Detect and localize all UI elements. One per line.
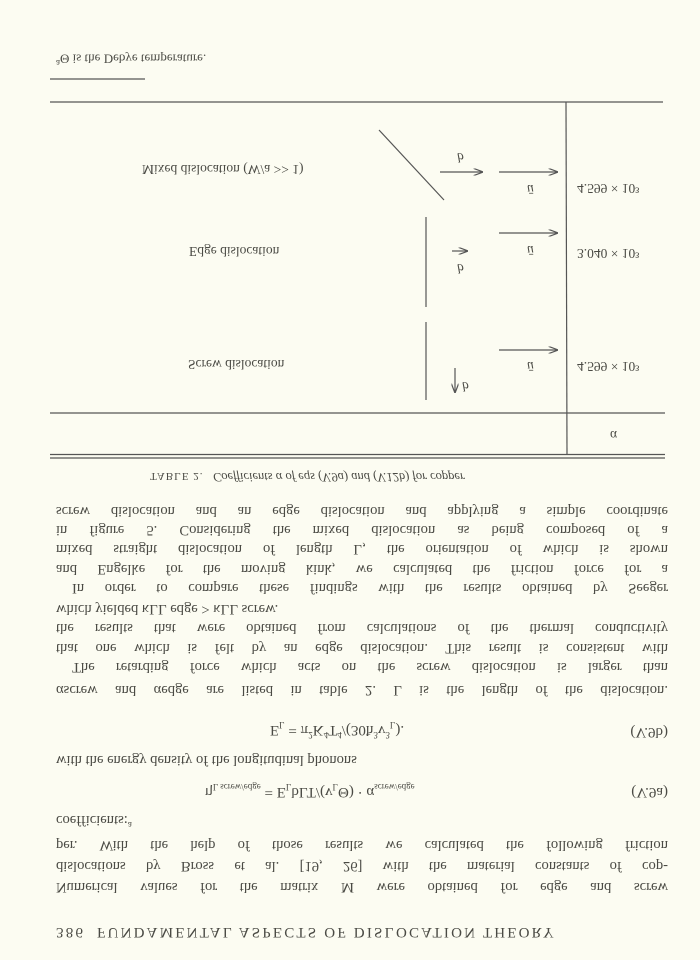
- eq-symbol: Θ) · α: [338, 784, 375, 800]
- row-label: Edge dislocation: [189, 244, 280, 259]
- body-line: Numerical values for the matrix M were obtained for edge and screw: [56, 879, 668, 895]
- alpha-value: 3.040 × 10³: [577, 246, 640, 261]
- body-line: which yielded κLL edge > κLL screw.: [56, 601, 279, 617]
- eq-symbol: /(30ħ: [341, 722, 374, 738]
- caption-text: Coefficients α of eqs (V.9a) and (V.12b) for copper: [212, 470, 465, 484]
- eq-sub: screw/edge: [374, 782, 415, 792]
- equation-number: (V.9a): [631, 784, 668, 800]
- mixed-dislocation-line: [379, 130, 444, 200]
- coefficients-text: coefficients:: [56, 812, 128, 829]
- b-label: b: [462, 379, 469, 394]
- eq-sub: L: [279, 720, 285, 730]
- eq-symbol: T: [328, 722, 338, 738]
- body-line: the results that were obtained from calculations of the thermal conductivity: [56, 620, 668, 636]
- page-number: 386: [56, 924, 86, 940]
- b-label: b: [457, 261, 464, 276]
- body-line: dislocations by Bross et al. [19, 26] with the material constants of cop-: [56, 858, 668, 874]
- body-line: αscrew and αedge are listed in table 2. L is the length of the dislocation.: [56, 682, 668, 698]
- eq-symbol: bLT/(v: [291, 784, 333, 800]
- footnote: [56, 51, 206, 68]
- eq-sup: 3: [373, 730, 378, 740]
- body-line: per. With the help of those results we calculated the following friction: [56, 837, 668, 853]
- eq-sub: L: [332, 782, 339, 792]
- eq-symbol: v: [377, 722, 386, 738]
- eq-sub: L: [285, 782, 292, 792]
- alpha-value: 4.599 × 10³: [577, 181, 640, 196]
- eq-sup: 4: [337, 730, 342, 740]
- eq-symbol: = π: [288, 722, 309, 738]
- row-label: Mixed dislocation (W/a >> 1): [142, 162, 304, 177]
- eq-symbol: η: [205, 784, 213, 800]
- eq-sup: 2: [308, 730, 313, 740]
- eq-sup: 4: [323, 730, 329, 740]
- footnote-text: Θ is the Debye temperature.: [60, 51, 207, 67]
- eq-symbol: = E: [264, 784, 286, 800]
- u-label: ū: [527, 182, 534, 197]
- body-line: and Engelke for the moving kink, we calculated the friction force for a: [56, 561, 668, 577]
- body-line: screw dislocation and an edge dislocation and applying a simple coordinate: [56, 503, 668, 519]
- body-line: that one which is felt by an edge dislocation. This result is consistent with: [56, 640, 668, 656]
- b-label: b: [457, 150, 464, 165]
- u-label: ū: [527, 359, 534, 374]
- column-header-alpha: α: [610, 428, 618, 443]
- eq-symbol: E: [270, 722, 280, 738]
- eq-symbol: K: [312, 722, 324, 738]
- u-label: ū: [527, 243, 534, 258]
- footnote-mark: a: [127, 820, 132, 830]
- body-line: with the energy density of the longitudinal phonons: [56, 752, 357, 768]
- eq-sub: L screw/edge: [212, 782, 261, 792]
- body-line: In order to compare these findings with the results obtained by Seeger: [72, 580, 668, 596]
- caption-label: TABLE 2.: [150, 470, 204, 482]
- body-line: in figure 5. Considering the mixed dislocation as being composed of a: [56, 522, 668, 538]
- row-label: Screw dislocation: [188, 357, 285, 372]
- eq-sub: L: [389, 720, 396, 730]
- body-line: The retarding force which acts on the screw dislocation is larger than: [72, 659, 668, 675]
- eq-symbol: ).: [395, 722, 405, 738]
- footnote-mark: a: [56, 58, 60, 68]
- eq-sup: 3: [385, 730, 390, 740]
- equation-number: (V.9b): [630, 724, 668, 740]
- running-title: FUNDAMENTAL ASPECTS OF DISLOCATION THEORY: [97, 924, 557, 940]
- body-line: mixed straight dislocation of length L, the orientation of which is shown: [56, 541, 668, 557]
- alpha-value: 4.599 × 10³: [577, 359, 640, 374]
- column-divider: [566, 102, 567, 455]
